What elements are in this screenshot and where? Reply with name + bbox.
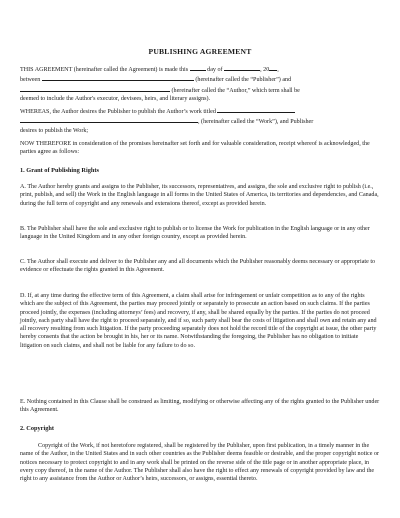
author-name-blank[interactable] bbox=[20, 85, 170, 92]
intro-text: day of bbox=[207, 67, 223, 73]
now-therefore-clause: NOW THEREFORE in consideration of the promises hereinafter set forth and for valuable consideration, receipt whereof is acknowledged, the parties agree as follows: bbox=[20, 141, 370, 156]
whereas-line-1 bbox=[20, 106, 380, 116]
intro-text: between bbox=[20, 77, 41, 84]
intro-clause bbox=[20, 64, 380, 103]
intro-line-1: THIS AGREEMENT (hereinafter called the Agreement) is made this day of , 20 , bbox=[20, 64, 380, 74]
whereas-clause bbox=[20, 106, 380, 135]
section-2-body: Copyright of the Work, if not heretofore registered, shall be registered by the Publisher, upon first publication, in a timely manner in the name of the Author, in the United States and in such other countries as the Publisher deems feasible or desirable, and the proper copyright notice or notices necessary to protect copyright to and in any work shall be printed on the reverse side of the title page or in another appropriate place, in every copy thereof, in the name of the Author. The Publisher shall also have the right to effect any renewals of copyright provided by law and the right to any assistance from the Author or Author’s heirs, successors, or assigns, essential thereto. bbox=[20, 443, 380, 483]
intro-text: (hereinafter called the “Publisher”) and bbox=[195, 77, 292, 84]
whereas-line-3: desires to publish the Work; bbox=[20, 127, 89, 134]
section-1-heading: 1. Grant of Publishing Rights bbox=[20, 167, 99, 174]
intro-text: THIS AGREEMENT (hereinafter called the Agreement) is made this bbox=[20, 67, 189, 73]
work-title-blank-1[interactable] bbox=[217, 106, 295, 113]
section-1-paragraph-b: B. The Publisher shall have the sole and exclusive right to publish or to license the Work for publication in the English language or in any other language in the United Kingdom and in any other foreign country, except as provided herein. bbox=[20, 226, 370, 241]
section-1-paragraph-e: E. Nothing contained in this Clause shall be construed as limiting, modifying or otherwise affecting any of the rights granted to the Publisher under this Agreement. bbox=[20, 399, 380, 414]
publisher-name-blank[interactable] bbox=[42, 74, 194, 81]
whereas-text: , (hereinafter called the “Work”), and Publisher bbox=[198, 119, 314, 126]
intro-text: , 20 bbox=[260, 67, 270, 73]
month-blank[interactable] bbox=[224, 64, 260, 71]
intro-line-2 bbox=[20, 74, 380, 84]
section-1-paragraph-a: A. The Author hereby grants and assigns to the Publisher, its successors, representatives, and assigns, the sole and exclusive right to publish (i.e., print, publish, and sell) the Work in the English language in all forms in the United States of America, its territories and dependencies, and Canada, during the full term of copyright and any renewals and extensions thereof, except as provided herein. bbox=[20, 184, 379, 207]
whereas-line-2 bbox=[20, 116, 380, 126]
section-1-paragraph-d: D. If, at any time during the effective term of this Agreement, a claim shall arise for infringement or unfair competition as to any of the rights which are the subject of this Agreement, the parties may proceed jointly or separately to prosecute an action based on such claims. If the parties proceed jointly, the expenses (including attorneys’ fees) and recovery, if any, shall be shared equally by the parties. If the parties do not proceed jointly, each party shall have the right to proceed separately, and if so, such party shall bear the costs of litigation and shall own and retain any and all recovery resulting from such litigation. If the party proceeding separately does not hold the record title of the copyright at issue, the other party hereby consents that the action be brought in his, her or its name. Notwithstanding the foregoing, the Publisher has no obligation to initiate litigation on such claims, and shall not be liable for any failure to do so. bbox=[20, 293, 377, 349]
day-blank[interactable] bbox=[190, 64, 206, 71]
whereas-text: WHEREAS, the Author desires the Publisher to publish the Author’s work titled bbox=[20, 109, 216, 115]
year-blank[interactable] bbox=[269, 64, 277, 71]
intro-line-4: deemed to include the Author's executor, devisees, heirs, and literary assigns). bbox=[20, 95, 211, 102]
intro-line-3 bbox=[20, 85, 380, 95]
document-title: PUBLISHING AGREEMENT bbox=[148, 47, 252, 56]
intro-text: (hereinafter called the “Author,” which term shall be bbox=[171, 87, 300, 94]
section-2-heading: 2. Copyright bbox=[20, 425, 54, 432]
section-1-paragraph-c: C. The Author shall execute and deliver to the Publisher any and all documents which the Publisher reasonably deems necessary or appropriate to evidence or effectuate the rights granted in this Agreement. bbox=[20, 259, 376, 274]
work-title-blank-2[interactable] bbox=[20, 116, 198, 123]
